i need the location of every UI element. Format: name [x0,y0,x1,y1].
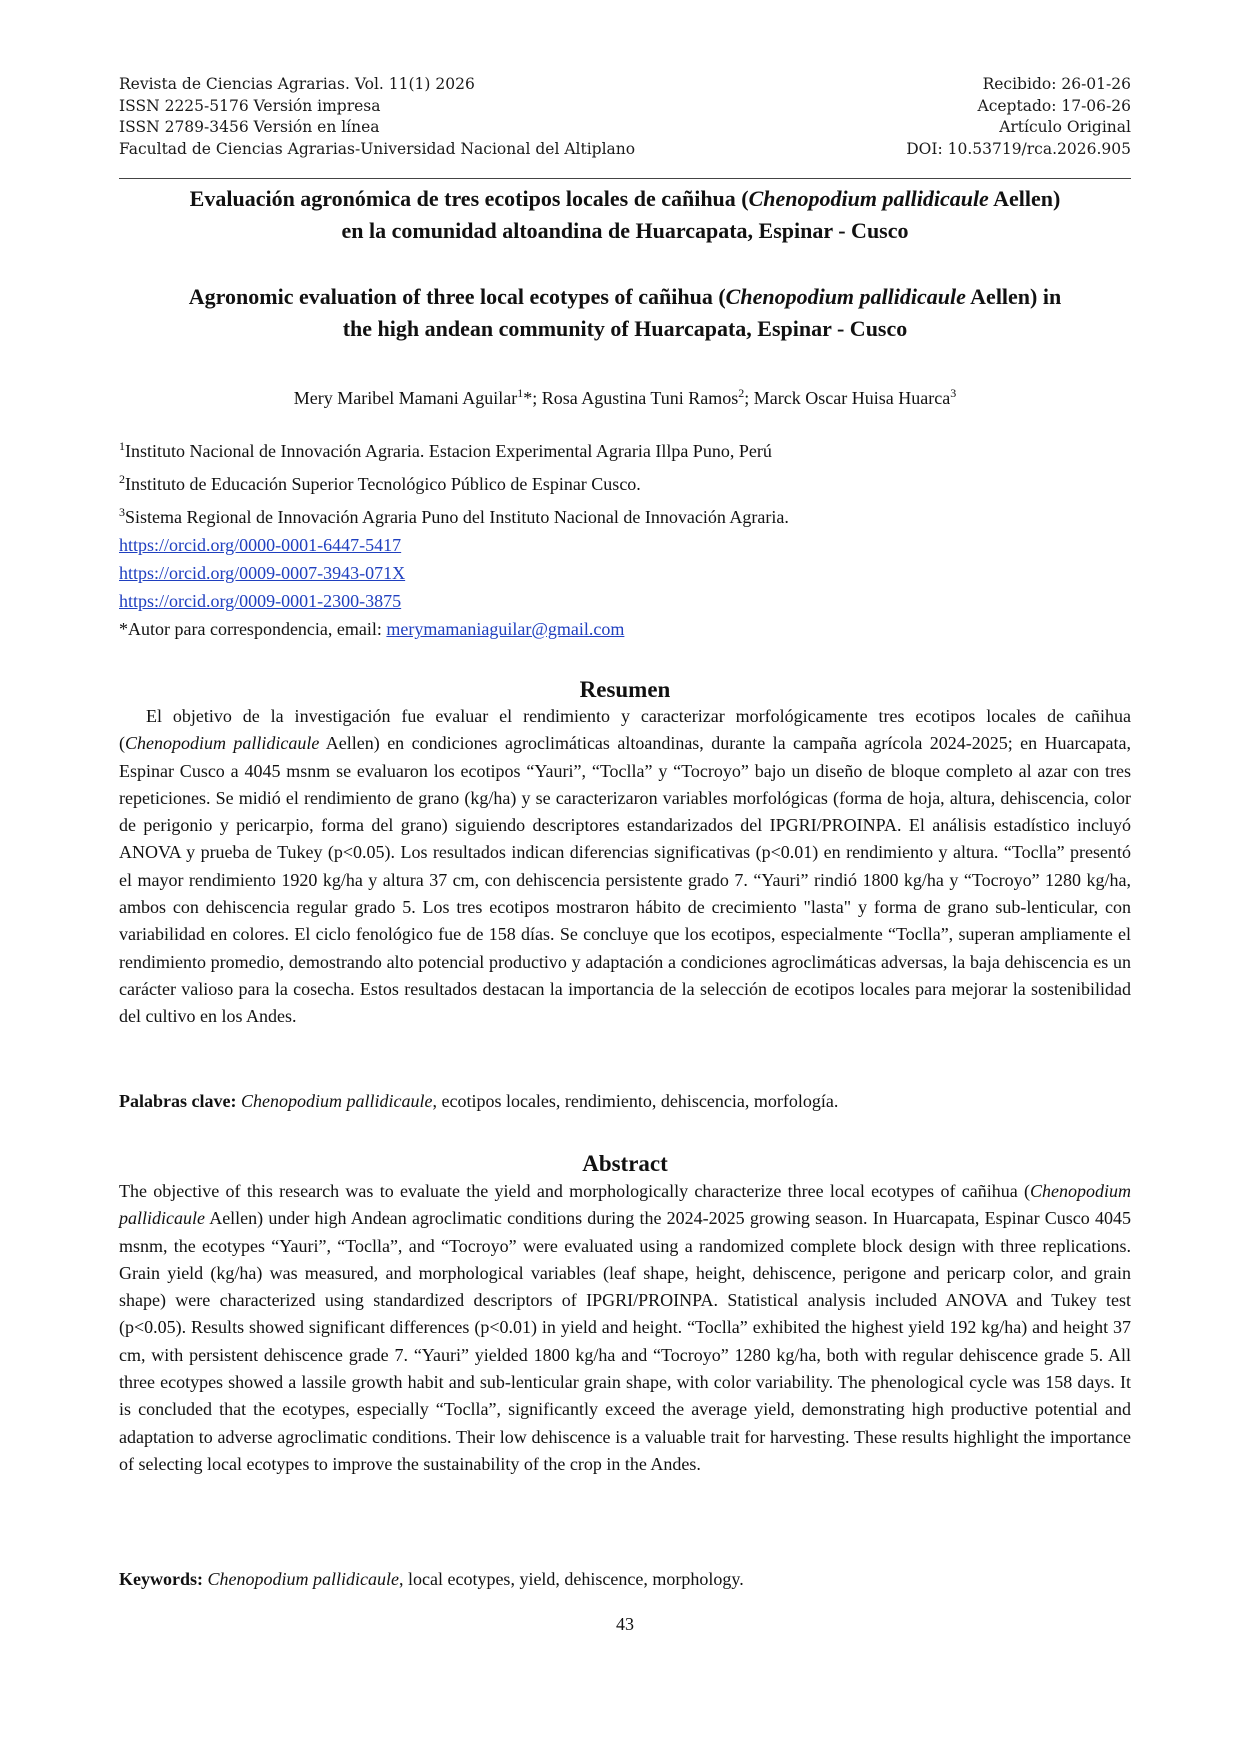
author-separator: ; [744,388,754,408]
title-es-species: Chenopodium pallidicaule [748,186,989,211]
title-en-before: Agronomic evaluation of three local ecotypes of cañihua ( [188,284,726,309]
author-list [119,381,1131,410]
abstract-species: Chenopodium pallidicaule [119,1181,1131,1229]
palabras-clave-list: , ecotipos locales, rendimiento, dehiscencia, morfología. [432,1091,839,1111]
title-es-line2: en la comunidad altoandina de Huarcapata, Espinar - Cusco [341,218,909,243]
article-type: Artículo Original [999,118,1131,136]
abstract-paragraph [119,1178,1131,1478]
resumen-paragraph [119,703,1131,1031]
affiliation-text: Sistema Regional de Innovación Agraria Puno del Instituto Nacional de Innovación Agraria. [125,507,789,527]
affiliation-item [119,498,1131,531]
journal-info [119,74,635,160]
author-affil-number: 1 [517,386,524,400]
keywords-species: Chenopodium pallidicaule [207,1569,399,1589]
issn-online: ISSN 2789-3456 Versión en línea [119,118,380,136]
received-date: Recibido: 26-01-26 [982,75,1131,93]
orcid-link[interactable]: https://orcid.org/0000-0001-6447-5417 [119,535,402,555]
palabras-clave [119,1088,1131,1114]
faculty: Facultad de Ciencias Agrarias-Universidad Nacional del Altiplano [119,139,636,158]
corresponding-mark: * [523,388,533,408]
title-english [119,281,1131,345]
issn-print: ISSN 2225-5176 Versión impresa [119,96,381,115]
author-name: Marck Oscar Huisa Huarca [753,388,951,408]
title-en-after: Aellen) in [965,284,1062,309]
author-separator: ; [532,388,542,408]
resumen-species: Chenopodium pallidicaule [125,733,320,754]
title-spanish [119,183,1131,247]
abstract-heading: Abstract [582,1151,668,1176]
affiliation-item [119,465,1131,498]
palabras-clave-species: Chenopodium pallidicaule [240,1091,433,1111]
title-es-after: Aellen) [988,186,1061,211]
resumen-text-part: Aellen) en condiciones agroclimáticas altoandinas, durante la campaña agrícola 2024-2025; en Huarcapata, Espinar Cusco a 4045 msnm se evaluaron los ecotipos “Yauri”, “Toclla” y “Tocroyo” bajo un diseño de bloque completo al azar con tres repeticiones. Se midió el rendimiento de grano (kg/ha) y se caracterizaron variables morfológicas (forma de hoja, altura, dehiscencia, color de perigonio y pericarpio, forma del grano) siguiendo descriptores estandarizados del IPGRI/PROINPA. El análisis estadístico incluyó ANOVA y prueba de Tukey (p<0.05). Los resultados indican diferencias significativas (p<0.01) en rendimiento y altura. “Toclla” presentó el mayor rendimiento 1920 kg/ha y altura 37 cm, con dehiscencia persistente grado 7. “Yauri” rindió 1800 kg/ha y “Tocroyo” 1280 kg/ha, ambos con dehiscencia regular grado 5. Los tres ecotipos mostraron hábito de crecimiento "lasta" y forma de grano sub-lenticular, con variabilidad en colores. El ciclo fenológico fue de 158 días. Se concluye que los ecotipos, especialmente “Toclla”, superan ampliamente el rendimiento promedio, demostrando alto potencial productivo y adaptación a condiciones agroclimáticas adversas, la baja dehiscencia es un carácter valioso para la cosecha. Estos resultados destacan la importancia de la selección de ecotipos locales para mejorar la sostenibilidad del cultivo en los Andes. [119,733,1131,1027]
keywords [119,1566,1131,1592]
abstract-text-part: Aellen) under high Andean agroclimatic conditions during the 2024-2025 growing season. In Huarcapata, Espinar Cusco 4045 msnm, the ecotypes “Yauri”, “Toclla”, and “Tocroyo” were evaluated using a randomized complete block design with three replications. Grain yield (kg/ha) was measured, and morphological variables (leaf shape, height, dehiscence, perigone and pericarp color, and grain shape) were characterized using standardized descriptors of IPGRI/PROINPA. Statistical analysis included ANOVA and Tukey test (p<0.05). Results showed significant differences (p<0.01) in yield and height. “Toclla” exhibited the highest yield 192 kg/ha) and height 37 cm, with persistent dehiscence grade 7. “Yauri” yielded 1800 kg/ha and “Tocroyo” 1280 kg/ha, both with regular dehiscence grade 5. All three ecotypes showed a lassile growth habit and sub-lenticular grain shape, with color variability. The phenological cycle was 158 days. It is concluded that the ecotypes, especially “Toclla”, significantly exceed the average yield, demonstrating high productive potential and adaptation to adverse agroclimatic conditions. Their low dehiscence is a valuable trait for harvesting. These results highlight the importance of selecting local ecotypes to improve the sustainability of the crop in the Andes. [119,1208,1131,1474]
author-name: Mery Maribel Mamani Aguilar [293,388,518,408]
author-affil-number: 2 [738,386,745,400]
keywords-list: , local ecotypes, yield, dehiscence, morphology. [398,1569,744,1589]
orcid-link[interactable]: https://orcid.org/0009-0001-2300-3875 [119,591,402,611]
email-link[interactable]: merymamaniaguilar@gmail.com [386,619,625,639]
affiliations [119,432,1131,643]
affiliation-text: Instituto de Educación Superior Tecnológico Público de Espinar Cusco. [125,474,641,494]
doi: DOI: 10.53719/rca.2026.905 [906,139,1131,158]
affiliation-number: 3 [119,505,125,519]
resumen-text-part: El objetivo de la investigación fue evaluar el rendimiento y caracterizar morfológicamente tres ecotipos locales de cañihua ( [119,706,1131,754]
resumen-heading: Resumen [579,677,671,702]
affiliation-number: 2 [119,472,125,486]
affiliation-text: Instituto Nacional de Innovación Agraria. Estacion Experimental Agraria Illpa Puno, Perú [125,441,772,461]
journal-name: Revista de Ciencias Agrarias. Vol. 11(1) 2026 [119,75,475,93]
correspondence-label: *Autor para correspondencia, email: [119,619,387,639]
page-number: 43 [616,1614,634,1634]
palabras-clave-label: Palabras clave: [119,1091,237,1111]
keywords-label: Keywords: [119,1569,203,1589]
orcid-link[interactable]: https://orcid.org/0009-0007-3943-071X [119,563,406,583]
abstract-text-part: The objective of this research was to evaluate the yield and morphologically characterize three local ecotypes of cañihua ( [119,1181,1030,1201]
accepted-date: Aceptado: 17-06-26 [977,96,1131,115]
author-affil-number: 3 [950,386,957,400]
title-es-before: Evaluación agronómica de tres ecotipos locales de cañihua ( [189,186,749,211]
correspondence [119,615,1131,643]
header-divider [119,178,1131,179]
title-en-line2: the high andean community of Huarcapata, Espinar - Cusco [342,316,908,341]
author-name: Rosa Agustina Tuni Ramos [541,388,739,408]
title-en-species: Chenopodium pallidicaule [725,284,966,309]
article-dates [906,74,1131,160]
affiliation-number: 1 [119,439,125,453]
affiliation-item [119,432,1131,465]
